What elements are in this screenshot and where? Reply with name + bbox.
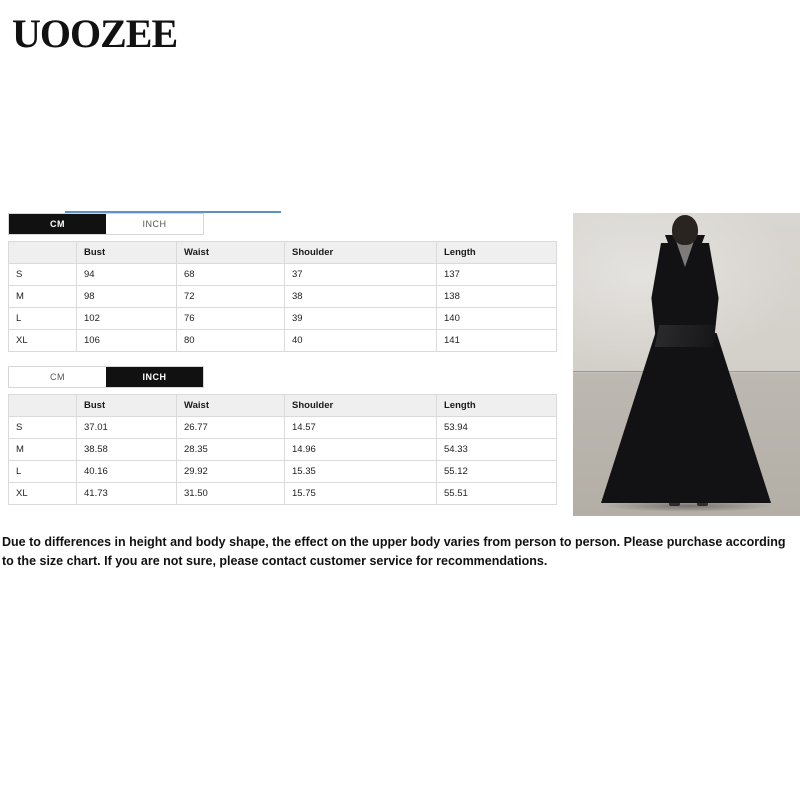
cell-length: 140 <box>437 308 557 330</box>
cell-size: S <box>9 264 77 286</box>
column-header-shoulder: Shoulder <box>285 242 437 264</box>
brand-logo: UOOZEE <box>12 11 178 56</box>
table-row <box>9 417 557 439</box>
cell-waist: 26.77 <box>177 417 285 439</box>
cell-length: 137 <box>437 264 557 286</box>
table-row <box>9 461 557 483</box>
cell-shoulder: 40 <box>285 330 437 352</box>
cell-size: M <box>9 286 77 308</box>
size-table-inch <box>8 394 557 505</box>
unit-tabs-cm[interactable] <box>8 213 204 235</box>
product-photo <box>573 213 800 516</box>
tab-inch[interactable]: INCH <box>106 214 203 234</box>
column-header-bust: Bust <box>77 242 177 264</box>
table-header-row <box>9 395 557 417</box>
column-header-waist: Waist <box>177 242 285 264</box>
tab-cm[interactable]: CM <box>9 214 106 234</box>
cell-size: L <box>9 308 77 330</box>
cell-size: S <box>9 417 77 439</box>
cell-size: XL <box>9 330 77 352</box>
cell-bust: 98 <box>77 286 177 308</box>
cell-bust: 40.16 <box>77 461 177 483</box>
table-row <box>9 286 557 308</box>
table-row <box>9 264 557 286</box>
cell-length: 55.12 <box>437 461 557 483</box>
cell-shoulder: 37 <box>285 264 437 286</box>
table-row <box>9 439 557 461</box>
column-header-size <box>9 242 77 264</box>
column-header-size <box>9 395 77 417</box>
cell-shoulder: 15.75 <box>285 483 437 505</box>
cell-length: 141 <box>437 330 557 352</box>
cell-shoulder: 15.35 <box>285 461 437 483</box>
size-tables-column <box>8 213 564 505</box>
table-row <box>9 308 557 330</box>
cell-bust: 94 <box>77 264 177 286</box>
cell-bust: 37.01 <box>77 417 177 439</box>
cell-waist: 72 <box>177 286 285 308</box>
cell-length: 53.94 <box>437 417 557 439</box>
dress-waist-fold <box>655 325 718 347</box>
tab-cm-secondary[interactable]: CM <box>9 367 106 387</box>
cell-bust: 38.58 <box>77 439 177 461</box>
unit-tabs-inch[interactable] <box>8 366 204 388</box>
cell-shoulder: 14.96 <box>285 439 437 461</box>
cell-shoulder: 38 <box>285 286 437 308</box>
cell-length: 54.33 <box>437 439 557 461</box>
tab-inch-secondary[interactable]: INCH <box>106 367 203 387</box>
cell-shoulder: 14.57 <box>285 417 437 439</box>
cell-waist: 31.50 <box>177 483 285 505</box>
cell-size: L <box>9 461 77 483</box>
cell-bust: 41.73 <box>77 483 177 505</box>
cell-waist: 28.35 <box>177 439 285 461</box>
table-header-row <box>9 242 557 264</box>
cell-size: M <box>9 439 77 461</box>
cell-length: 138 <box>437 286 557 308</box>
size-table-cm <box>8 241 557 352</box>
table-divider-gap <box>8 352 564 366</box>
column-header-length: Length <box>437 242 557 264</box>
tab-underline-accent <box>65 211 281 213</box>
cell-waist: 76 <box>177 308 285 330</box>
cell-waist: 29.92 <box>177 461 285 483</box>
cell-waist: 80 <box>177 330 285 352</box>
column-header-length: Length <box>437 395 557 417</box>
cell-shoulder: 39 <box>285 308 437 330</box>
table-row <box>9 483 557 505</box>
cell-waist: 68 <box>177 264 285 286</box>
column-header-waist: Waist <box>177 395 285 417</box>
table-row <box>9 330 557 352</box>
model-head <box>672 215 698 245</box>
sizing-disclaimer: Due to differences in height and body shape, the effect on the upper body varies from person to person. Please purchase according to the size chart. If you are not sure, please contact customer service for recommendations. <box>2 535 786 569</box>
column-header-shoulder: Shoulder <box>285 395 437 417</box>
column-header-bust: Bust <box>77 395 177 417</box>
cell-size: XL <box>9 483 77 505</box>
cell-length: 55.51 <box>437 483 557 505</box>
cell-bust: 106 <box>77 330 177 352</box>
cell-bust: 102 <box>77 308 177 330</box>
